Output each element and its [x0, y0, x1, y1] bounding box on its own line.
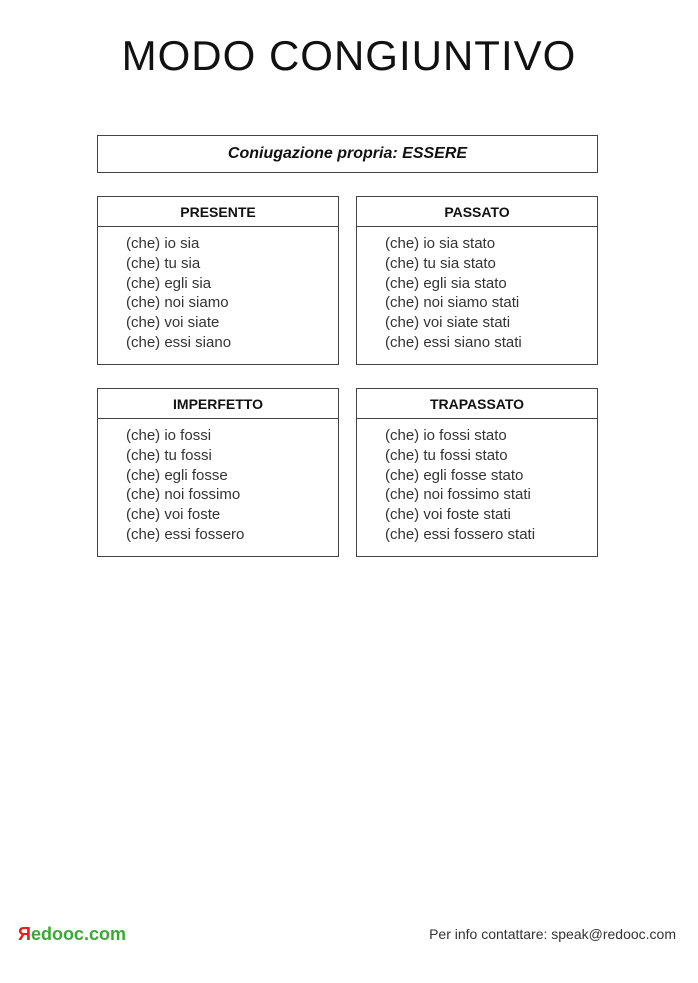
subtitle: Coniugazione propria: ESSERE — [97, 135, 598, 173]
tense-card-imperfetto — [97, 388, 339, 557]
conjugation-line: (che) noi fossimo stati — [385, 486, 531, 504]
tense-forms — [357, 419, 597, 545]
conjugation-line: (che) tu fossi — [126, 446, 212, 464]
page-title: MODO CONGIUNTIVO — [121, 32, 577, 79]
conjugation-line: (che) voi foste — [126, 506, 221, 524]
conjugation-line: (che) io sia stato — [385, 235, 496, 252]
conjugation-line: (che) noi siamo — [126, 294, 229, 312]
conjugation-line: (che) voi siate stati — [385, 314, 511, 332]
tense-heading: IMPERFETTO — [98, 389, 338, 419]
conjugation-line: (che) tu fossi stato — [385, 446, 508, 464]
conjugation-line: (che) essi siano stati — [385, 333, 522, 351]
conjugation-line: (che) egli fosse — [126, 466, 228, 484]
conjugation-line: (che) tu sia — [126, 254, 201, 272]
redooc-logo[interactable] — [18, 924, 126, 945]
conjugation-line: (che) essi fossero — [126, 525, 245, 543]
conjugation-line: (che) noi siamo stati — [385, 294, 520, 312]
conjugation-line: (che) noi fossimo — [126, 486, 241, 504]
conjugation-line: (che) egli sia stato — [385, 274, 507, 292]
logo-r-icon: Я — [18, 924, 31, 944]
conjugation-line: (che) egli fosse stato — [385, 466, 524, 484]
tense-heading: TRAPASSATO — [357, 389, 597, 419]
logo-text: edooc.com — [30, 924, 126, 944]
tense-card-trapassato — [356, 388, 598, 557]
tense-heading: PRESENTE — [98, 197, 338, 227]
tense-forms — [98, 227, 338, 353]
conjugation-line: (che) egli sia — [126, 274, 212, 292]
conjugation-line: (che) voi foste stati — [385, 506, 511, 524]
conjugation-line: (che) io fossi — [126, 427, 212, 444]
conjugation-line: (che) essi siano — [126, 333, 232, 351]
contact-info: Per info contattare: speak@redooc.com — [429, 926, 676, 942]
conjugation-line: (che) voi siate — [126, 314, 220, 332]
tense-card-passato — [356, 196, 598, 365]
tense-heading: PASSATO — [357, 197, 597, 227]
conjugation-line: (che) tu sia stato — [385, 254, 496, 272]
conjugation-line: (che) essi fossero stati — [385, 525, 536, 543]
tense-card-presente — [97, 196, 339, 365]
tense-forms — [98, 419, 338, 545]
conjugation-line: (che) io fossi stato — [385, 427, 507, 444]
conjugation-line: (che) io sia — [126, 235, 200, 252]
tense-forms — [357, 227, 597, 353]
